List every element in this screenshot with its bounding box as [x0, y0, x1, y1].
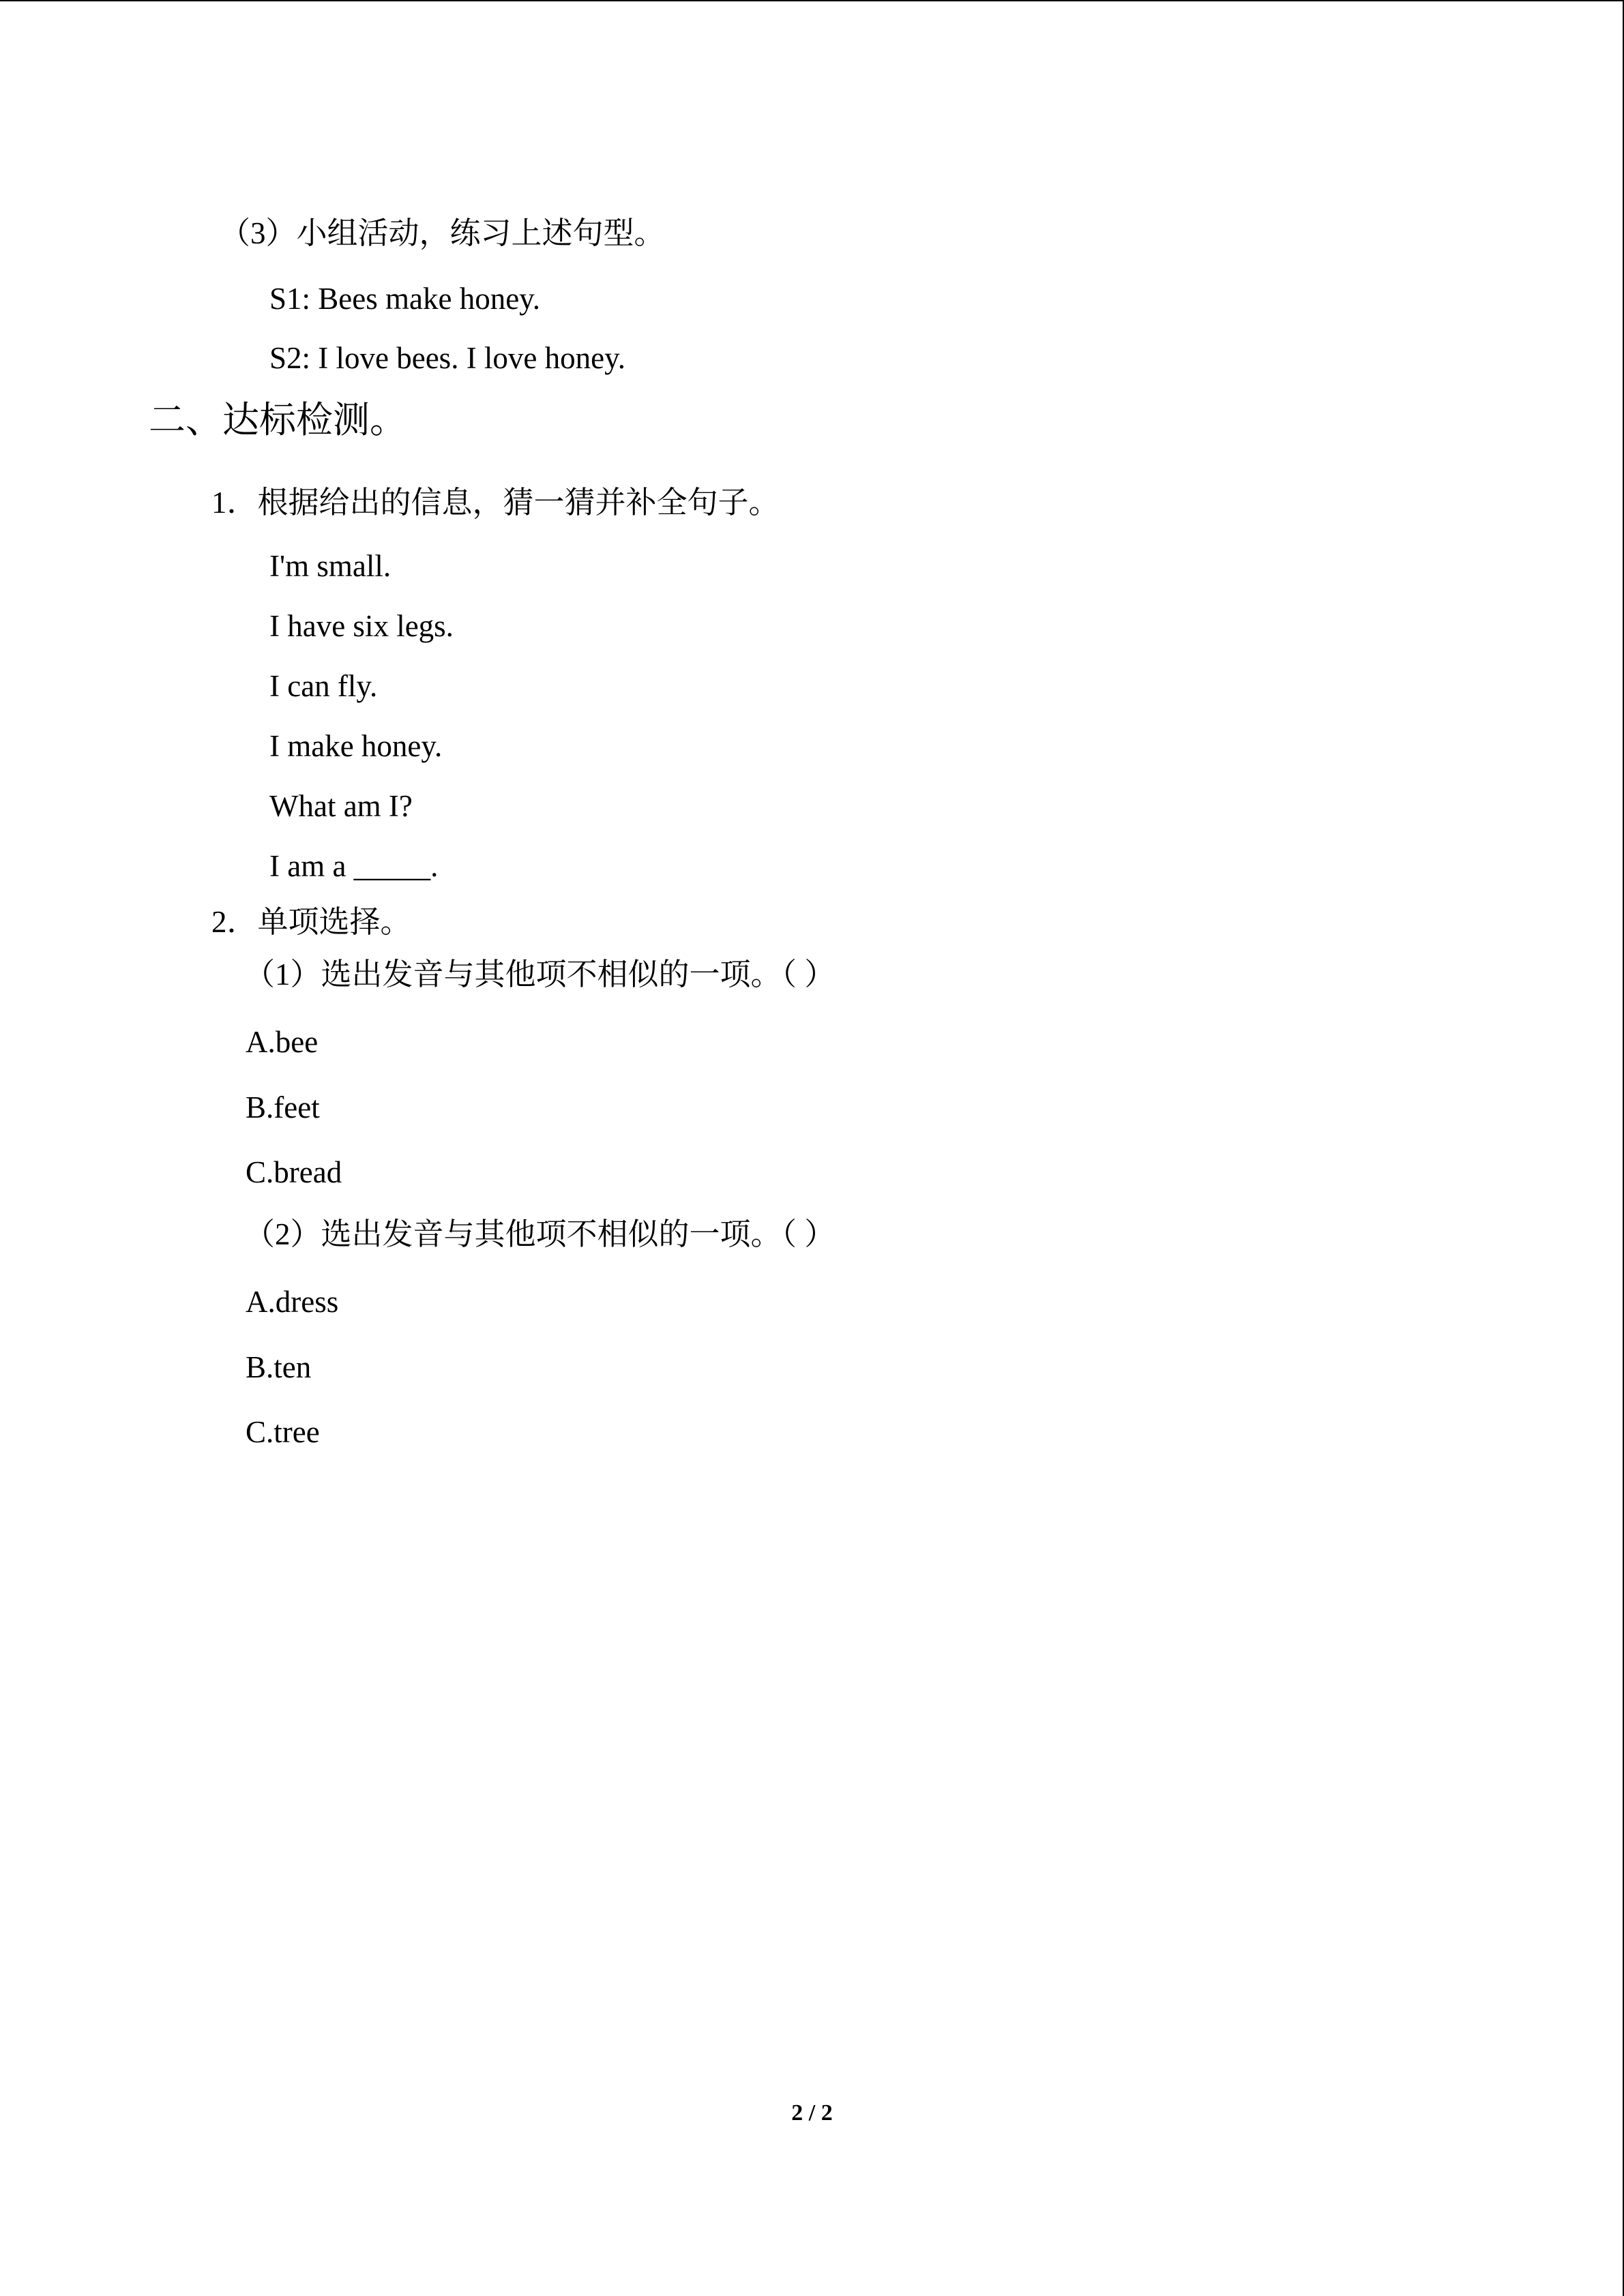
option-a: A.bee — [246, 1025, 319, 1059]
riddle-line: What am I? — [269, 789, 413, 823]
option-b: B.feet — [246, 1090, 320, 1124]
option-c: C.tree — [246, 1415, 320, 1449]
riddle-line: I have six legs. — [269, 609, 454, 643]
option-b: B.ten — [246, 1350, 312, 1384]
question-2: 2．单项选择。 — [211, 905, 411, 939]
page-number: 2 / 2 — [791, 2100, 833, 2126]
question-1: 1．根据给出的信息，猜一猜并补全句子。 — [211, 486, 780, 520]
dialogue-s2: S2: I love bees. I love honey. — [269, 341, 625, 375]
sub-question-2: （2）选出发音与其他项不相似的一项。（ ） — [244, 1217, 836, 1251]
riddle-line: I'm small. — [269, 549, 392, 583]
top-border — [0, 0, 1624, 1]
dialogue-s1: S1: Bees make honey. — [269, 282, 541, 316]
option-a: A.dress — [246, 1285, 339, 1319]
riddle-line: I can fly. — [269, 669, 378, 703]
riddle-line: I make honey. — [269, 729, 443, 763]
riddle-answer-blank: I am a _____. — [269, 849, 439, 883]
sub-question-1: （1）选出发音与其他项不相似的一项。（ ） — [244, 957, 836, 992]
option-c: C.bread — [246, 1155, 342, 1189]
group-activity-instruction: （3）小组活动，练习上述句型。 — [220, 216, 665, 250]
section-heading: 二、达标检测。 — [149, 400, 407, 441]
